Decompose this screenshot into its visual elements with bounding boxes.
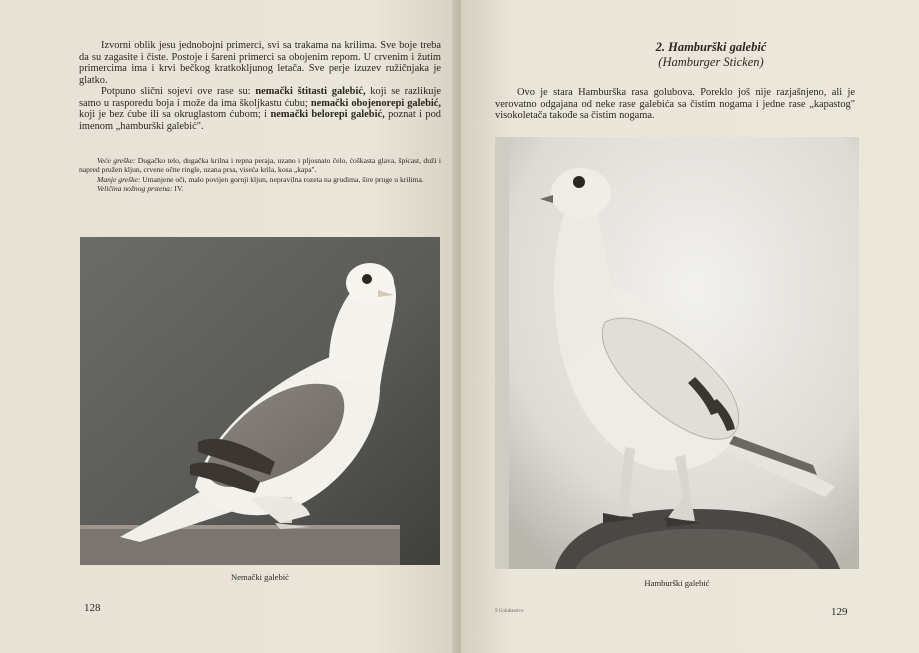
right-page — [461, 0, 919, 653]
right-body-text — [495, 87, 855, 122]
printer-signature: 9 Golubarstvo — [495, 609, 524, 614]
breed-name-3: nemački belorepi galebić, — [270, 109, 385, 120]
photo-hamburg-gull-pigeon — [495, 137, 859, 569]
right-paragraph: Ovo je stara Hamburška rasa golubova. Poreklo još nije razjašnjeno, ali je verovatno odgajana od neke rase galebića sa čistim nogama i jedne rase „kapastog" visokoletača takođe sa čistim nogama. — [495, 87, 855, 121]
pigeon-illustration-2 — [495, 137, 859, 569]
breed-name-2: nemački obojenorepi galebić, — [310, 97, 441, 109]
section-title — [571, 40, 851, 70]
section-subtitle: (Hamburger Sticken) — [658, 55, 764, 69]
breed-name-1: nemački štitasti galebić, — [255, 86, 366, 97]
left-page-number: 128 — [84, 602, 101, 614]
minor-faults: Manje greške: Umanjene oči, malo povijen gornji kljun, nepravilna rozeta na grudima, šire pruge u krilima. — [97, 174, 424, 184]
pigeon-illustration — [80, 237, 440, 565]
left-page — [0, 0, 457, 653]
paragraph-1: Izvorni oblik jesu jednobojni primerci, svi sa trakama na krilima. Sve boje treba da su zagasite i čiste. Postoje i šareni primerci sa obojenim repom. U crvenim i žutim primercima ima i krvi bečkog kratkokljunog letača. Sve perje izuzev ružičnjaka je glatko. — [79, 40, 441, 86]
section-heading: 2. Hamburški galebić — [655, 40, 767, 54]
left-body-text — [79, 40, 441, 132]
right-page-number: 129 — [831, 606, 848, 618]
ring-size: Veličina nožnog prstena: IV. — [97, 184, 184, 194]
major-faults: Veće greške: Dugačko telo, dugačka krilna i repna peraja, uzano i pljosnato čelo, ćoškasta glava, špicast, duži i napred pružen kljun, crvene očne ringle, uzana prsa, viseća krila, kosa „kapa". — [79, 156, 441, 175]
paragraph-2: Potpuno slični sojevi ove rase su: nemački štitasti galebić, koji se razlikuje samo u rasporedu boja i može da ima školjkastu ćubu; nemački obojenorepi galebić, koji je bez ćube ili sa okruglastom ćubom; i nemački belorepi galebić, poznat i pod imenom „hamburški galebić". — [79, 86, 441, 132]
right-photo-caption: Hamburški galebić — [644, 578, 710, 588]
faults-block — [79, 156, 441, 194]
photo-german-gull-pigeon — [80, 237, 440, 565]
left-photo-caption: Nemački galebić — [231, 572, 289, 582]
